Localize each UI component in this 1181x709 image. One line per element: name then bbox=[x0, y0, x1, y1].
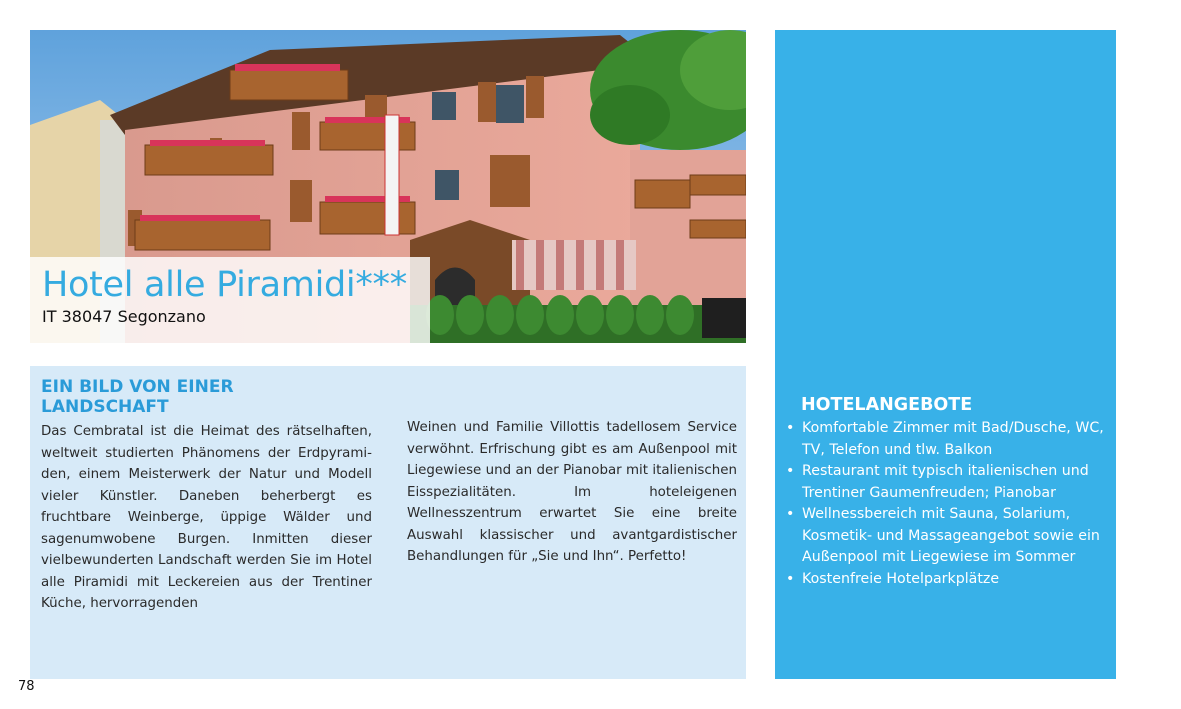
list-item bbox=[786, 418, 1111, 461]
bullet-icon: • bbox=[786, 463, 795, 479]
bullet-icon: • bbox=[786, 506, 795, 522]
offer-text: Wellnessbereich mit Sauna, Solarium, Kosmetik- und Massageangebot sowie ein Außenpool mit Liegewiese im Sommer bbox=[802, 506, 1100, 565]
hotel-address: IT 38047 Segonzano bbox=[42, 307, 206, 326]
offers-panel bbox=[775, 30, 1116, 679]
offer-text: Kostenfreie Hotelparkplätze bbox=[802, 570, 1000, 587]
description-panel bbox=[30, 366, 746, 679]
list-item bbox=[786, 504, 1111, 569]
bullet-icon: • bbox=[786, 420, 795, 436]
offer-text: Komfortable Zimmer mit Bad/Dusche, WC, TV, Telefon und tlw. Balkon bbox=[802, 420, 1104, 458]
description-heading: EIN BILD VON EINER LANDSCHAFT bbox=[41, 377, 234, 417]
offers-heading: HOTELANGEBOTE bbox=[801, 395, 973, 415]
bullet-icon: • bbox=[786, 570, 795, 587]
description-column-2: Weinen und Familie Villottis tadellosem Service verwöhnt. Erfrischung gibt es am Außenpool mit Liegewiese und an der Pianobar mit italienischen Eisspezialitäten. Im hoteleigenen Wellnesszentrum erwartet Sie eine breite Auswahl klassischer und avantgardistischer Behandlungen für „Sie und Ihn“. Perfetto! bbox=[407, 420, 737, 564]
offer-text: Restaurant mit typisch italienischen und Trentiner Gaumenfreuden; Pianobar bbox=[802, 463, 1089, 501]
list-item bbox=[786, 569, 1111, 591]
hotel-name: Hotel alle Piramidi*** bbox=[42, 265, 407, 305]
list-item bbox=[786, 461, 1111, 504]
page-number: 78 bbox=[18, 679, 35, 694]
description-column-1: Das Cembratal ist die Heimat des rätselhaften, weltweit studierten Phänomens der Erdpyramiden, einem Meisterwerk der Natur und Modell vieler Künstler. Daneben beherbergt es fruchtbare Weinberge, üppige Wälder und sagenumwobene Burgen. Inmitten dieser vielbewunderten Landschaft werden Sie im Hotel alle Piramidi mit Leckereien aus der Trentiner Küche, hervorragenden bbox=[41, 424, 372, 611]
offers-list bbox=[786, 418, 1111, 590]
hotel-title-box bbox=[30, 257, 430, 343]
